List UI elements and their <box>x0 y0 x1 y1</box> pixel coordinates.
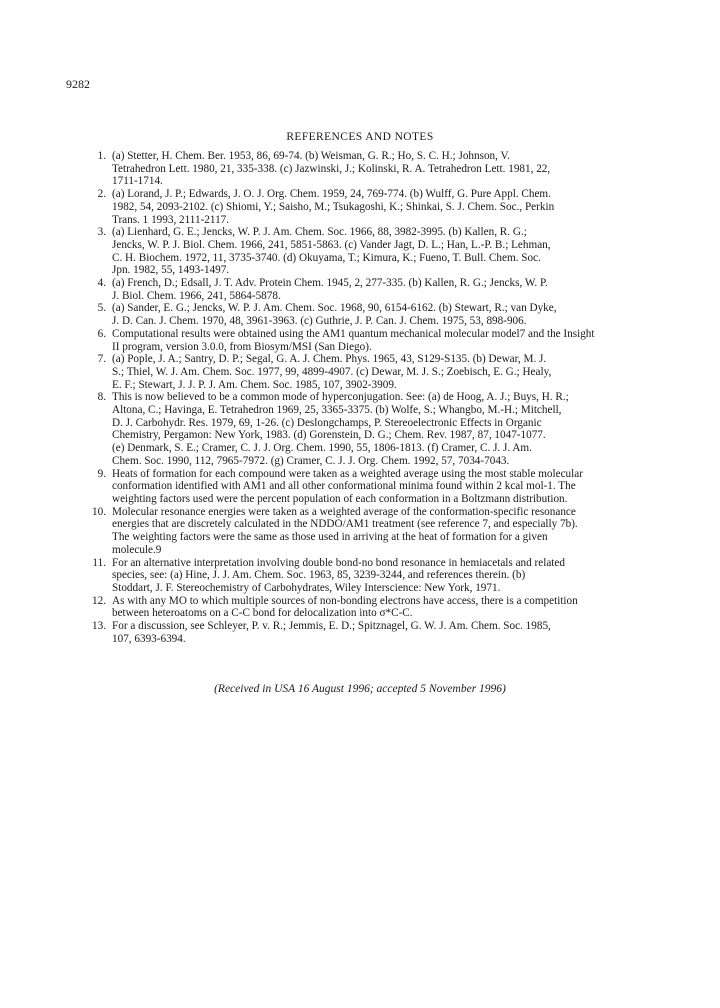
reference-line: (a) Pople, J. A.; Santry, D. P.; Segal, G. A. J. Chem. Phys. 1965, 43, S129-S135. (b) Dewar, M. J. <box>112 353 547 366</box>
reference-line: The weighting factors were the same as those used in arriving at the heat of formation for a given <box>112 531 548 544</box>
reference-text <box>112 391 666 467</box>
reference-item <box>66 302 666 327</box>
reference-line: (a) Stetter, H. Chem. Ber. 1953, 86, 69-74. (b) Weisman, G. R.; Ho, S. C. H.; Johnson, V. <box>112 150 510 162</box>
received-accepted-note: (Received in USA 16 August 1996; accepted 5 November 1996) <box>214 683 506 695</box>
references-list <box>66 150 666 645</box>
reference-item <box>66 620 666 645</box>
reference-line: D. J. Carbohydr. Res. 1979, 69, 1-26. (c) Deslongchamps, P. Stereoelectronic Effects in Organic <box>112 416 542 429</box>
reference-number: 10. <box>92 505 106 518</box>
reference-line: Trans. 1 1993, 2111-2117. <box>112 213 230 226</box>
reference-number: 3. <box>97 226 106 239</box>
reference-line: 107, 6393-6394. <box>112 632 186 645</box>
reference-line: weighting factors used were the percent population of each conformation in a Boltzmann distribution. <box>112 492 568 505</box>
reference-line: species, see: (a) Hine, J. J. Am. Chem. Soc. 1963, 85, 3239-3244, and references therein. (b) <box>112 569 526 582</box>
reference-item <box>66 328 666 353</box>
reference-line: Altona, C.; Havinga, E. Tetrahedron 1969, 25, 3365-3375. (b) Wolfe, S.; Whangbo, M.-H.; Mitchell, <box>112 404 562 417</box>
reference-text <box>112 468 666 506</box>
reference-line: 1982, 54, 2093-2102. (c) Shiomi, Y.; Saisho, M.; Tsukagoshi, K.; Shinkai, S. J. Chem. Soc., Perkin <box>112 200 555 213</box>
reference-line: (a) Lorand, J. P.; Edwards, J. O. J. Org. Chem. 1959, 24, 769-774. (b) Wulff, G. Pure Appl. Chem. <box>112 188 551 201</box>
section-title: REFERENCES AND NOTES <box>286 131 434 143</box>
reference-text <box>112 328 666 353</box>
reference-item <box>66 353 666 391</box>
reference-line: (a) French, D.; Edsall, J. T. Adv. Protein Chem. 1945, 2, 277-335. (b) Kallen, R. G.; Jencks, W. P. <box>112 277 548 290</box>
reference-item <box>66 226 666 277</box>
reference-line: molecule.9 <box>112 543 162 556</box>
reference-line: Tetrahedron Lett. 1980, 21, 335-338. (c) Jazwinski, J.; Kolinski, R. A. Tetrahedron Lett. 1981, 22, <box>112 162 551 175</box>
reference-text <box>112 277 666 302</box>
reference-item <box>66 150 666 188</box>
reference-line: between heteroatoms on a C-C bond for delocalization into σ*C-C. <box>112 607 413 620</box>
reference-item <box>66 595 666 620</box>
reference-text <box>112 506 666 557</box>
reference-line: Heats of formation for each compound were taken as a weighted average using the most stable molecular <box>112 467 583 480</box>
reference-text <box>112 188 666 226</box>
reference-item <box>66 468 666 506</box>
reference-number: 11. <box>92 556 106 569</box>
reference-line: S.; Thiel, W. J. Am. Chem. Soc. 1977, 99, 4899-4907. (c) Dewar, M. J. S.; Zoebisch, E. G.; Healy, <box>112 365 552 378</box>
reference-line: (e) Denmark, S. E.; Cramer, C. J. J. Org. Chem. 1990, 55, 1806-1813. (f) Cramer, C. J. J. Am. <box>112 442 532 455</box>
reference-number: 8. <box>97 391 106 404</box>
reference-text <box>112 302 666 327</box>
reference-number: 1. <box>97 150 106 162</box>
reference-line: J. D. Can. J. Chem. 1970, 48, 3961-3963. (c) Guthrie, J. P. Can. J. Chem. 1975, 53, 898-906. <box>112 315 527 328</box>
reference-number: 6. <box>97 327 106 340</box>
reference-line: conformation identified with AM1 and all other conformational minima found within 2 kcal mol-1. The <box>112 480 576 493</box>
reference-line: (a) Lienhard, G. E.; Jencks, W. P. J. Am. Chem. Soc. 1966, 88, 3982-3995. (b) Kallen, R. G.; <box>112 226 527 239</box>
reference-line: Chemistry, Pergamon: New York, 1983. (d) Gorenstein, D. G.; Chem. Rev. 1987, 87, 1047-1077. <box>112 429 546 442</box>
reference-text <box>112 557 666 595</box>
reference-line: 1711-1714. <box>112 175 163 188</box>
reference-line: C. H. Biochem. 1972, 11, 3735-3740. (d) Okuyama, T.; Kimura, K.; Fueno, T. Bull. Chem. Soc. <box>112 251 541 264</box>
reference-number: 4. <box>97 277 106 290</box>
reference-number: 12. <box>92 594 106 607</box>
reference-line: E. F.; Stewart, J. J. P. J. Am. Chem. Soc. 1985, 107, 3902-3909. <box>112 378 397 391</box>
reference-text <box>112 226 666 277</box>
reference-text <box>112 595 666 620</box>
reference-line: Jpn. 1982, 55, 1493-1497. <box>112 264 230 277</box>
reference-text <box>112 150 666 188</box>
reference-line: Stoddart, J. F. Stereochemistry of Carbohydrates, Wiley Interscience: New York, 1971. <box>112 581 501 594</box>
reference-number: 5. <box>97 302 106 315</box>
reference-item <box>66 391 666 467</box>
reference-line: This is now believed to be a common mode of hyperconjugation. See: (a) de Hoog, A. J.; Buys, H. R.; <box>112 391 569 404</box>
reference-line: (a) Sander, E. G.; Jencks, W. P. J. Am. Chem. Soc. 1968, 90, 6154-6162. (b) Stewart, R.; van Dyke, <box>112 302 557 315</box>
reference-line: Chem. Soc. 1990, 112, 7965-7972. (g) Cramer, C. J. J. Org. Chem. 1992, 57, 7034-7043. <box>112 454 510 467</box>
reference-line: For a discussion, see Schleyer, P. v. R.; Jemmis, E. D.; Spitznagel, G. W. J. Am. Chem. Soc. 1985, <box>112 620 551 633</box>
reference-line: For an alternative interpretation involving double bond-no bond resonance in hemiacetals and related <box>112 556 565 569</box>
reference-item <box>66 506 666 557</box>
reference-line: Computational results were obtained using the AM1 quantum mechanical molecular model7 and the Insight <box>112 327 595 340</box>
reference-number: 9. <box>97 467 106 480</box>
reference-text <box>112 620 666 645</box>
reference-line: II program, version 3.0.0, from Biosym/MSI (San Diego). <box>112 340 372 353</box>
reference-text <box>112 353 666 391</box>
reference-line: Molecular resonance energies were taken as a weighted average of the conformation-specific resonance <box>112 505 576 518</box>
page-number: 9282 <box>66 77 90 91</box>
reference-number: 13. <box>92 620 106 633</box>
reference-line: J. Biol. Chem. 1966, 241, 5864-5878. <box>112 289 281 302</box>
reference-line: energies that are discretely calculated in the NDDO/AM1 treatment (see reference 7, and especially 7b). <box>112 518 578 531</box>
reference-line: Jencks, W. P. J. Biol. Chem. 1966, 241, 5851-5863. (c) Vander Jagt, D. L.; Han, L.-P. B.; Lehman, <box>112 238 551 251</box>
reference-item <box>66 557 666 595</box>
reference-item <box>66 277 666 302</box>
reference-line: As with any MO to which multiple sources of non-bonding electrons have access, there is a competition <box>112 594 578 607</box>
reference-number: 2. <box>97 188 106 201</box>
reference-item <box>66 188 666 226</box>
reference-number: 7. <box>97 353 106 366</box>
